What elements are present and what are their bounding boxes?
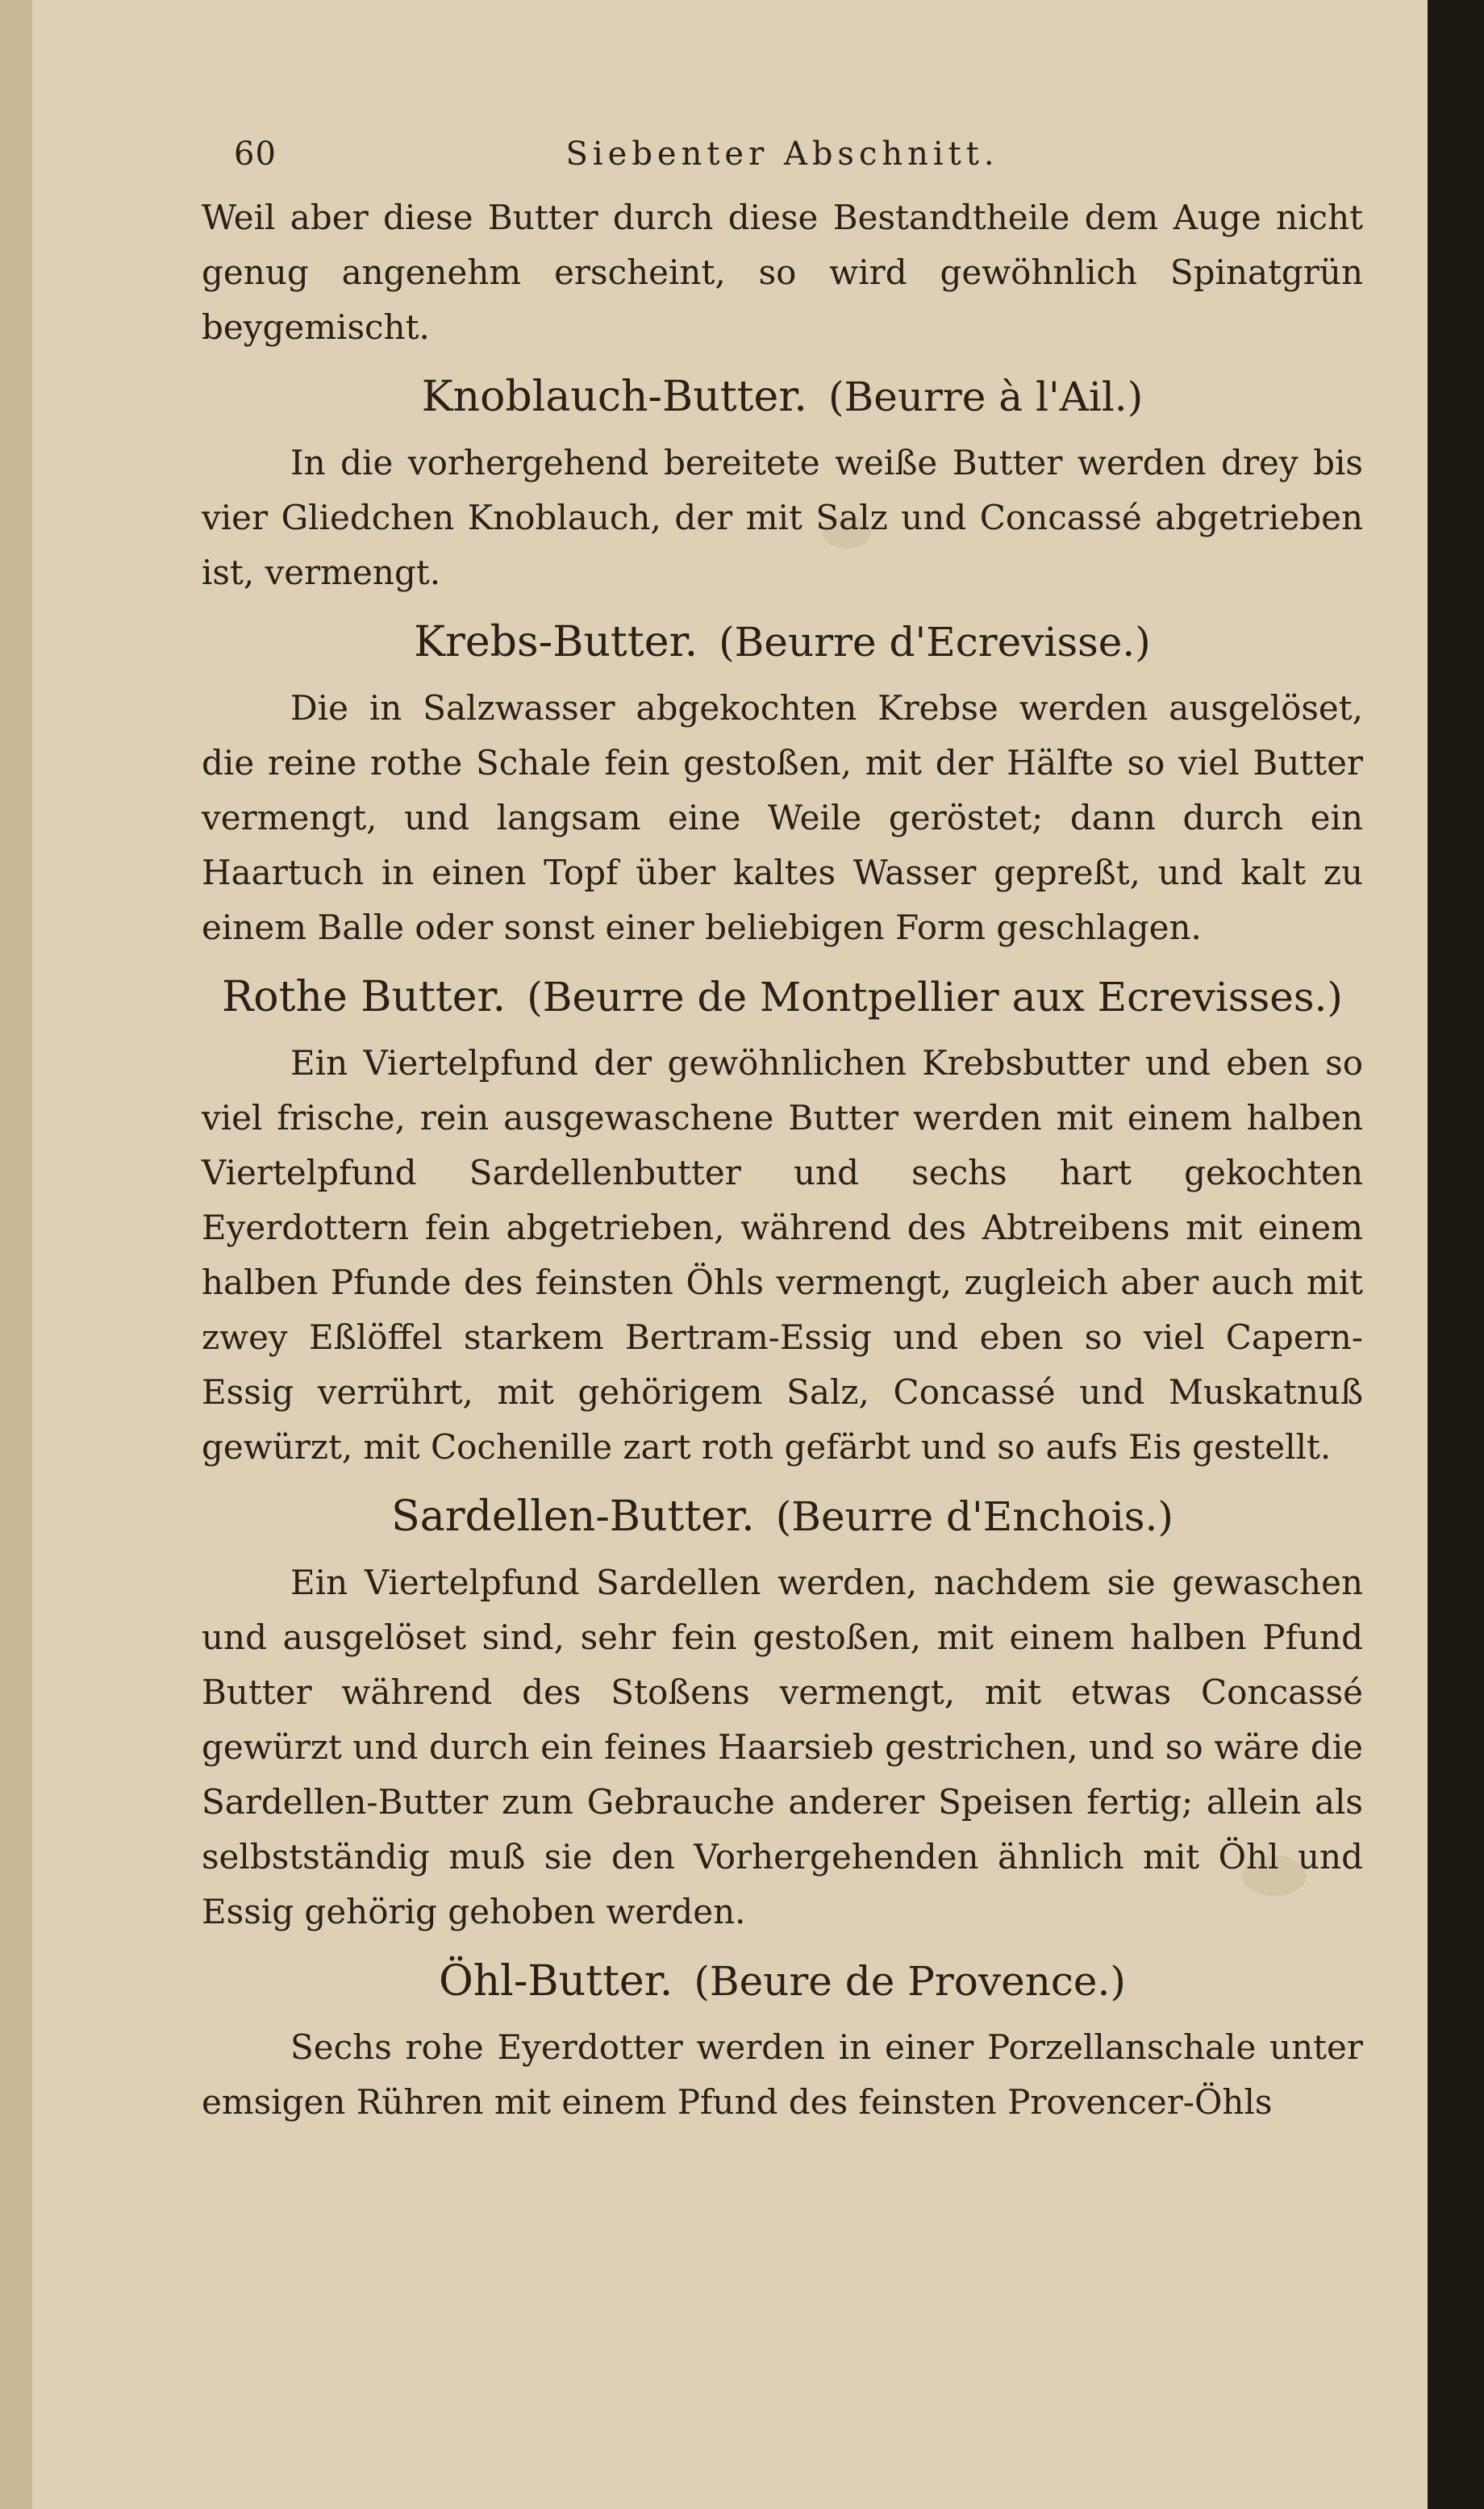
heading-french: (Beurre d'Enchois.) xyxy=(775,1493,1173,1540)
heading-french: (Beurre à l'Ail.) xyxy=(827,374,1144,420)
recipe-heading-rothe xyxy=(202,966,1363,1028)
heading-german: Rothe Butter. xyxy=(222,973,506,1021)
heading-german: Öhl-Butter. xyxy=(439,1957,673,2006)
page-content xyxy=(202,129,1363,2130)
recipe-text-sardellen: Ein Viertelpfund Sardellen werden, nachdem sie gewaschen und ausgelöset sind, sehr fein gestoßen, mit einem halben Pfund Butter während des Stoßens vermengt, mit etwas Concassé gewürzt und durch ein feines Haarsieb gestrichen, und so wäre die Sardellen-Butter zum Gebrauche anderer Speisen fertig; allein als selbstständig muß sie den Vorhergehenden ähnlich mit Öhl und Essig gehörig gehoben werden. xyxy=(202,1563,1363,1931)
heading-german: Knoblauch-Butter. xyxy=(421,373,807,421)
heading-french: (Beure de Provence.) xyxy=(694,1958,1126,2005)
intro-paragraph: Weil aber diese Butter durch diese Bestandtheile dem Auge nicht genug angenehm erscheint, so wird gewöhnlich Spinatgrün beygemischt. xyxy=(202,198,1363,347)
heading-french: (Beurre de Montpellier aux Ecrevisses.) xyxy=(527,974,1343,1021)
heading-french: (Beurre d'Ecrevisse.) xyxy=(719,619,1151,666)
recipe-text-rothe: Ein Viertelpfund der gewöhnlichen Krebsbutter und eben so viel frische, rein ausgewaschene Butter werden mit einem halben Viertelpfund Sardellenbutter und sechs hart gekochten Eyerdottern fein abgetrieben, während des Abtreibens mit einem halben Pfunde des feinsten Öhls vermengt, zugleich aber auch mit zwey Eßlöffel starkem Bertram-Essig und eben so viel Capern-Essig verrührt, mit gehörigem Salz, Concassé und Muskatnuß gewürzt, mit Cochenille zart roth gefärbt und so aufs Eis gestellt. xyxy=(202,1043,1363,1467)
heading-german: Sardellen-Butter. xyxy=(391,1492,755,1541)
page-edge-shadow xyxy=(1428,0,1484,2509)
recipe-heading-knoblauch xyxy=(202,366,1363,428)
recipe-text-krebs: Die in Salzwasser abgekochten Krebse werden ausgelöset, die reine rothe Schale fein gestoßen, mit der Hälfte so viel Butter vermengt, und langsam eine Weile geröstet; dann durch ein Haartuch in einen Topf über kaltes Wasser gepreßt, und kalt zu einem Balle oder sonst einer beliebigen Form geschlagen. xyxy=(202,688,1363,947)
recipe-text-oehl: Sechs rohe Eyerdotter werden in einer Porzellanschale unter emsigen Rühren mit einem Pfund des feinsten Provencer-Öhls xyxy=(202,2027,1363,2122)
recipe-heading-sardellen xyxy=(202,1486,1363,1547)
chapter-title: Siebenter Abschnitt. xyxy=(565,136,999,173)
recipe-text-knoblauch: In die vorhergehend bereitete weiße Butter werden drey bis vier Gliedchen Knoblauch, der mit Salz und Concassé abgetrieben ist, vermengt. xyxy=(202,443,1363,592)
running-header xyxy=(202,129,1363,177)
page-number: 60 xyxy=(234,136,277,173)
page-gutter xyxy=(0,0,34,2509)
recipe-heading-oehl xyxy=(202,1951,1363,2012)
heading-german: Krebs-Butter. xyxy=(414,618,698,666)
recipe-heading-krebs xyxy=(202,612,1363,673)
